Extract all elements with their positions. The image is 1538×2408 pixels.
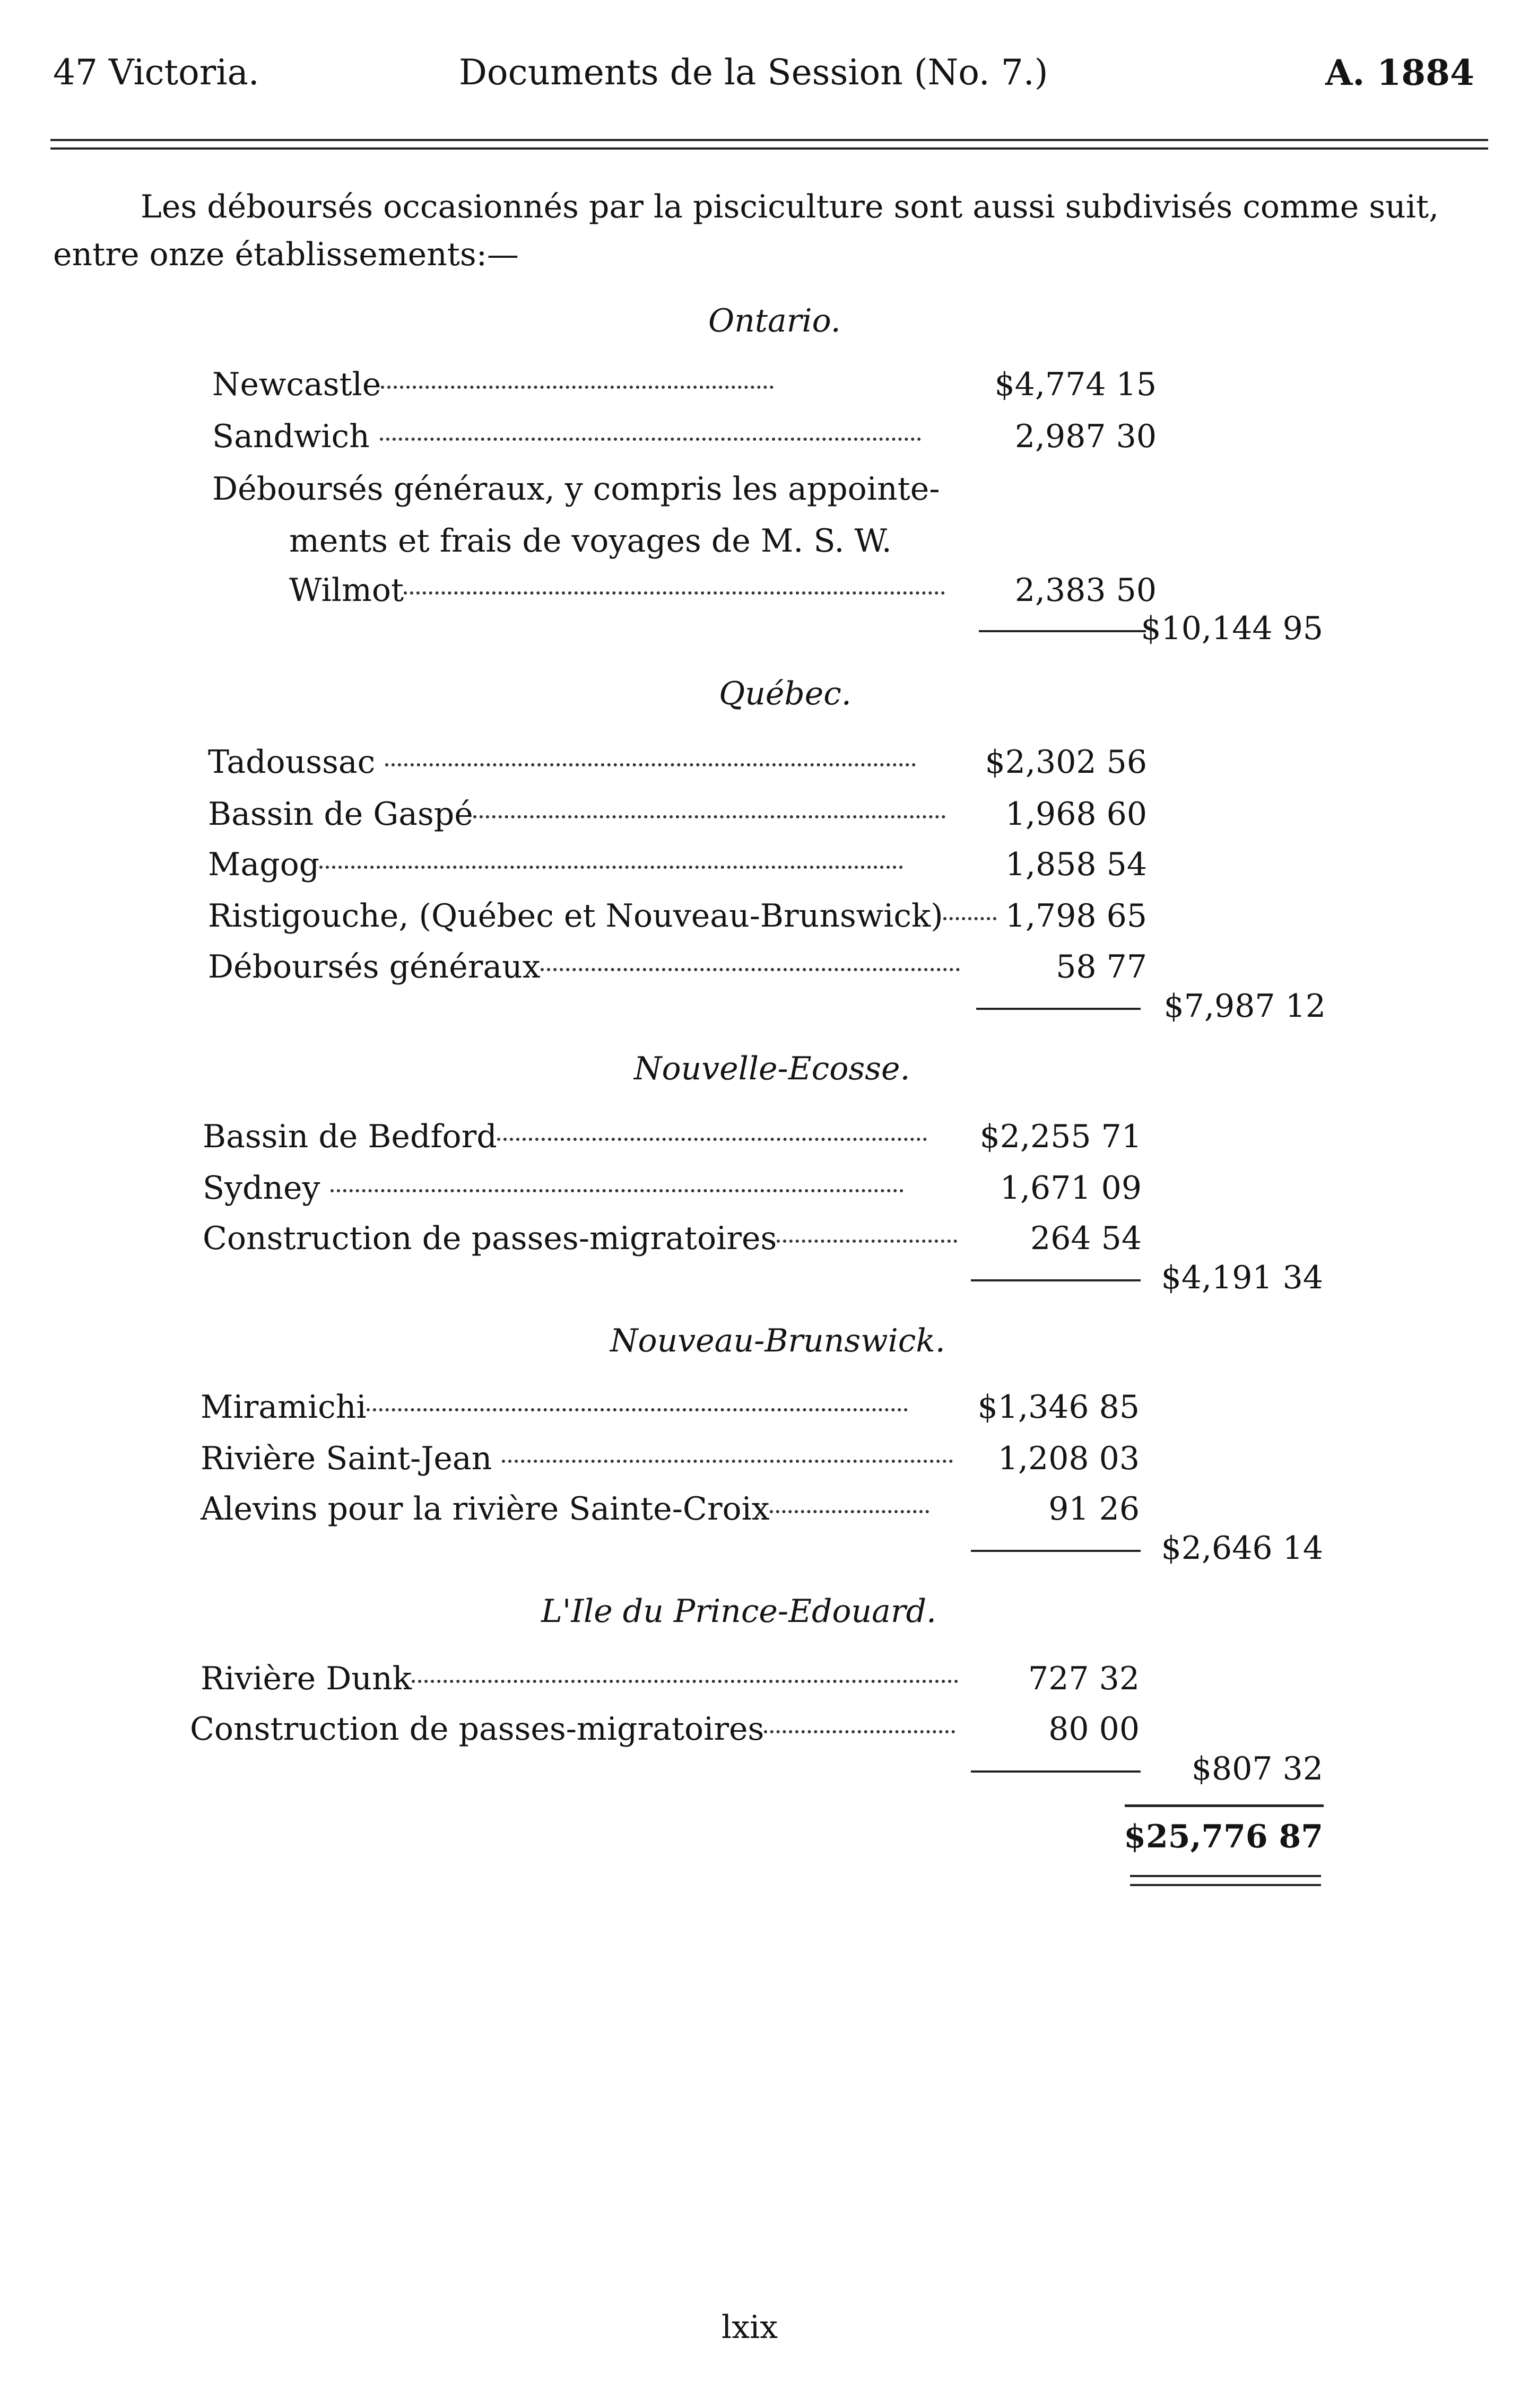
subtotal-rule xyxy=(979,630,1146,632)
row-label: Alevins pour la rivière Sainte-Croix xyxy=(201,1485,929,1533)
row-label: Bassin de Bedford xyxy=(203,1113,927,1161)
section-title-ontario: Ontario. xyxy=(708,302,841,339)
row-amount: 264 54 xyxy=(1030,1220,1142,1257)
leader-dots xyxy=(497,1138,927,1141)
table-row xyxy=(201,1485,1140,1533)
row-amount: 1,208 03 xyxy=(997,1440,1140,1477)
row-label: Sandwich xyxy=(212,413,921,460)
section-title-nouvelle-ecosse: Nouvelle-Ecosse. xyxy=(634,1050,910,1087)
leader-dots xyxy=(404,591,945,595)
leader-dots xyxy=(541,968,960,971)
row-label: Construction de passes-migratoires xyxy=(203,1215,957,1262)
row-amount: $2,255 71 xyxy=(979,1118,1142,1155)
subtotal-rule xyxy=(971,1770,1141,1773)
leader-dots xyxy=(770,1510,929,1513)
table-row xyxy=(203,1215,1142,1262)
row-label-multiline-1: Déboursés généraux, y compris les appointe- xyxy=(212,470,940,508)
leader-dots xyxy=(319,866,903,869)
grand-total-rule-2 xyxy=(1130,1884,1321,1886)
row-amount: $1,346 85 xyxy=(977,1389,1140,1426)
subtotal-rule xyxy=(976,1008,1141,1010)
table-row xyxy=(201,1435,1140,1482)
table-row xyxy=(190,1705,1140,1753)
grand-total-rule-top xyxy=(1125,1804,1324,1807)
table-row xyxy=(208,738,1147,786)
table-row xyxy=(203,1164,1142,1212)
section-title-quebec: Québec. xyxy=(719,675,851,712)
header-right: A. 1884 xyxy=(1325,52,1474,93)
row-amount: 1,858 54 xyxy=(1005,846,1147,883)
subtotal-rule xyxy=(971,1279,1141,1281)
row-amount: 58 77 xyxy=(1056,948,1147,985)
section-total-nouveau-brunswick: $2,646 14 xyxy=(1161,1530,1323,1567)
table-row xyxy=(212,361,1157,408)
leader-dots xyxy=(764,1730,955,1733)
header-center: Documents de la Session (No. 7.) xyxy=(459,52,1048,93)
table-row xyxy=(201,1383,1140,1431)
leader-dots xyxy=(943,917,996,920)
row-label: Déboursés généraux xyxy=(208,943,960,991)
leader-dots xyxy=(473,815,945,818)
row-amount: $2,302 56 xyxy=(985,744,1147,781)
section-total-nouvelle-ecosse: $4,191 34 xyxy=(1161,1259,1323,1296)
leader-dots xyxy=(367,1408,908,1411)
row-amount: 2,987 30 xyxy=(1014,418,1157,455)
table-row xyxy=(212,566,1157,614)
header-left: 47 Victoria. xyxy=(53,52,259,93)
row-label: Sydney xyxy=(203,1164,903,1212)
row-label: Construction de passes-migratoires xyxy=(190,1705,955,1753)
table-row xyxy=(201,1655,1140,1703)
leader-dots xyxy=(381,386,774,389)
row-amount: 80 00 xyxy=(1048,1711,1140,1748)
row-label: Tadoussac xyxy=(208,738,916,786)
section-total-ile-prince-edouard: $807 32 xyxy=(1191,1750,1323,1787)
leader-dots xyxy=(412,1680,958,1683)
header-rule-bottom xyxy=(50,147,1488,150)
grand-total-rule-1 xyxy=(1130,1875,1321,1877)
header-rule-top xyxy=(50,139,1488,141)
leader-dots xyxy=(777,1240,957,1243)
section-total-ontario: $10,144 95 xyxy=(1141,610,1323,647)
section-title-nouveau-brunswick: Nouveau-Brunswick. xyxy=(610,1322,945,1359)
row-amount: 1,968 60 xyxy=(1005,796,1147,833)
row-amount: 1,798 65 xyxy=(1005,897,1147,935)
section-title-ile-prince-edouard: L'Ile du Prince-Edouard. xyxy=(541,1593,937,1630)
row-amount: 2,383 50 xyxy=(1014,572,1157,609)
row-amount: 91 26 xyxy=(1048,1490,1140,1528)
page-number: lxix xyxy=(722,2309,778,2346)
row-label: Magog xyxy=(208,841,903,888)
row-label: Bassin de Gaspé xyxy=(208,790,945,838)
intro-line-1: Les déboursés occasionnés par la pisciculture sont aussi subdivisés comme suit, xyxy=(141,188,1439,225)
leader-dots xyxy=(385,763,916,766)
row-label: Rivière Dunk xyxy=(201,1655,958,1703)
row-label: Newcastle xyxy=(212,361,774,408)
row-amount: 1,671 09 xyxy=(1000,1170,1142,1207)
row-label: Ristigouche, (Québec et Nouveau-Brunswick) xyxy=(208,892,996,940)
table-row xyxy=(208,943,1147,991)
row-amount: 727 32 xyxy=(1028,1660,1140,1697)
row-label: Rivière Saint-Jean xyxy=(201,1435,953,1482)
table-row xyxy=(203,1113,1142,1161)
table-row xyxy=(208,841,1147,888)
table-row xyxy=(212,413,1157,460)
leader-dots xyxy=(502,1460,953,1463)
table-row xyxy=(208,892,1147,940)
row-label: Wilmot xyxy=(289,566,945,614)
subtotal-rule xyxy=(971,1550,1141,1552)
leader-dots xyxy=(331,1189,903,1192)
intro-line-2: entre onze établissements:— xyxy=(53,236,519,273)
row-label: Miramichi xyxy=(201,1383,908,1431)
leader-dots xyxy=(380,438,921,441)
row-amount: $4,774 15 xyxy=(994,366,1157,403)
table-row xyxy=(208,790,1147,838)
grand-total: $25,776 87 xyxy=(1124,1818,1323,1855)
section-total-quebec: $7,987 12 xyxy=(1163,988,1326,1025)
row-label-multiline-2: ments et frais de voyages de M. S. W. xyxy=(289,522,892,560)
